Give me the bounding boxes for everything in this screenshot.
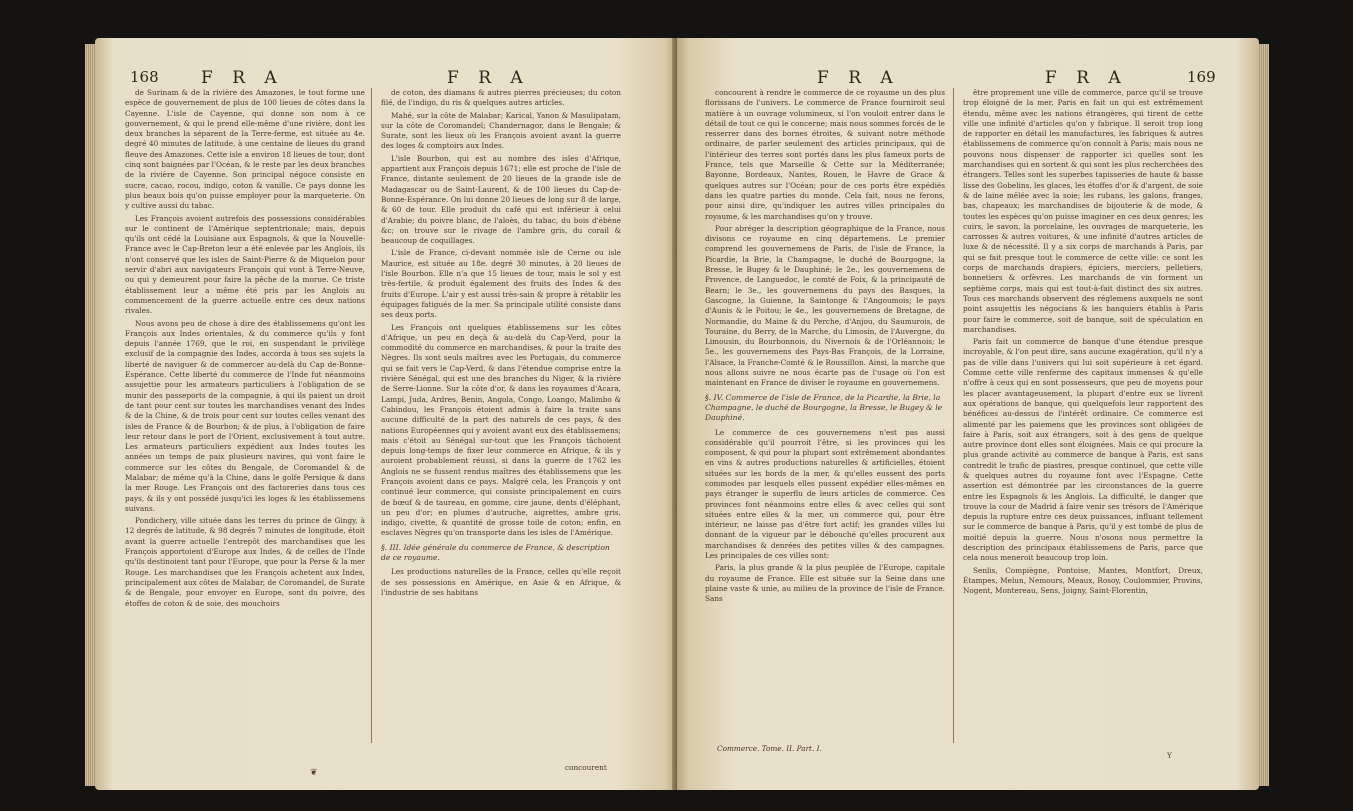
footer-signature: Commerce. Tome. II. Part. I. (717, 744, 822, 753)
section-heading: §. IV. Commerce de l'isle de France, de la Picardie, la Brie, la Champagne, le duché de Bourgogne, la Bresse, le Bugey & le Dauphiné. (705, 392, 943, 423)
paragraph: Paris fait un commerce de banque d'une étendue presque incroyable, & l'on peut dire, sans aucune exagération, qu'il n'y a pas de ville dans l'univers qui lui soit supérieure à cet égard. Comme cette ville renferme des capitaux immenses & qu'elle n'offre à ceux qui en sont possesseurs, que peu de moyens pour les placer avantageusement, la plupart d'entre eux se livrent aux opérations de banque, qui quelquefois leur rapportent des bénéfices au-dessus de l'intérêt ordinaire. Ce commerce est alimenté par les paiemens que les provinces sont obligées de faire à Paris, soit aux étrangers, soit à des gens de quelque autre province dont elles sont éloignées. Mais ce qui procure la plus grande activité au commerce de banque à Paris, est sans contredit le trafic de piastres, presque continuel, que cette ville & quelques autres du royaume font avec l'Espagne. Cette assertion est démontrée par les circonstances de la guerre entre les Espagnols & les Anglois. La difficulté, le danger que trouve la cour de Madrid à faire venir ses trésors de l'Amérique depuis la rupture entre ces deux puissances, influant tellement sur le commerce de banque à Paris, qu'il y est tombé de plus de moitié depuis la guerre. Nous n'osons nous permettre la description des principaux établissemens de Paris, parce que cela nous meneroit beaucoup trop loin. (963, 337, 1203, 563)
paragraph: Pondichery, ville située dans les terres du prince de Gingy, à 12 degrés de latitude, & 98 degrés 7 minutes de longitude, étoit avant la guerre actuelle l'entrepôt des marchandises que les François apportoient d'Europe aux Indes, & de celles de l'Inde qu'ils destinoient tant pour l'Europe, que pour la Perse & la mer Rouge. Les marchandises que les François achetent aux Indes, principalement aux côtes de Malabar, de Coromandel, de Surate & de Bengale, pour envoyer en Europe, sont du poivre, des étoffes de coton & de soie, des mouchoirs (125, 516, 365, 608)
column-rule (371, 88, 372, 743)
right-page (677, 38, 1259, 790)
left-page (95, 38, 677, 790)
right-page-number: 169 (1187, 68, 1216, 86)
paragraph: Mahé, sur la côte de Malabar; Karical, Yanon & Masulipatam, sur la côte de Coromandel; Chandernagor, dans le Bengale; & Surate, sont les lieux où les François avoient avant la guerre des loges & comptoirs aux Indes. (381, 110, 621, 151)
right-running-head: F R A (817, 68, 900, 88)
ornament-icon: ❦ (310, 768, 318, 778)
paragraph: L'isle Bourbon, qui est au nombre des isles d'Afrique, appartient aux François depuis 1671; elle est proche de l'isle de France, distante seulement de 20 lieues de la grande isle de Madagascar ou de Saint-Laurent, & de 100 lieues du Cap-de-Bonne-Espérance. On lui donne 20 lieues de long sur 8 de large, & 60 de tour. Elle produit du café qui est inférieur à celui d'Arabie; du poivre blanc, de l'aloès, du tabac, du bois d'ébène &c; on trouve sur le rivage de l'ambre gris, du corail & beaucoup de coquillages. (381, 153, 621, 246)
paragraph: de coton, des diamans & autres pierres précieuses; du coton filé, de l'indigo, du ris & quelques autres articles. (381, 88, 621, 108)
right-column-1 (705, 88, 945, 728)
column-rule (953, 88, 954, 743)
signature-mark: Y (1167, 751, 1172, 760)
paragraph: L'isle de France, ci-devant nommée isle de Cerne ou isle Maurice, est située au 18e. degré 30 minutes, à 20 lieues de l'isle Bourbon. Elle n'a que 15 lieues de tour, mais le sol y est très-fertile, & produit également des fruits des Indes & des fruits d'Europe. L'air y est aussi très-sain & propre à rétablir les équipages fatigués de la mer. Sa principale utilité consiste dans ses deux ports. (381, 248, 621, 320)
paragraph: concourent à rendre le commerce de ce royaume un des plus florissans de l'univers. Le commerce de France fourniroit seul matière à un ouvrage volumineux, si l'on vouloit entrer dans le détail de tout ce qui le concerne; mais nous sommes forcés de le resserrer dans des bornes étroites, & suivant notre méthode ordinaire, de parler seulement des articles principaux, qui de l'intérieur des terres sont portés dans les plus fameux ports de France, tels que Marseille & Cette sur la Méditerranée; Bayonne, Bordeaux, Nantes, Rouen, le Havre de Grace & quelques autres sur l'Océan; pour de ces ports être expédiés dans les quatre parties du monde. Cela fait, nous ne ferons, pour ainsi dire, qu'indiquer les autres villes principales du royaume, & les marchandises qu'on y trouve. (705, 88, 945, 221)
paragraph: Le commerce de ces gouvernemens n'est pas aussi considérable qu'il pourroit l'être, si les provinces qui les composent, & qui pour la plupart sont extrêmement abondantes en vins & autres productions naturelles & artificielles, étoient situées sur les bords de la mer, & qu'elles eussent des ports commodes par lesquels elles pussent expédier elles-mêmes en pays étranger le superflu de leurs articles de commerce. Ces provinces font néanmoins entre elles & avec celles qui sont situées entre elles & la mer, un commerce qui, pour être intérieur, ne laisse pas d'être fort actif; les grandes villes lui donnant de la vigueur par le débouché qu'elles procurent aux marchandises & denrées des petites villes & des campagnes. Les principales de ces villes sont: (705, 427, 945, 561)
section-heading: §. III. Idée générale du commerce de France, & description de ce royaume. (381, 542, 610, 563)
paragraph: Les François avoient autrefois des possessions considérables sur le continent de l'Amérique septentrionale; mais, depuis qu'ils ont cédé la Louisiane aux Espagnols, & que la Nouvelle-France avec le Cap-Breton leur a été enlevée par les Anglois, ils n'ont conservé que les isles de Saint-Pierre & de Miquelon pour servir d'abri aux navigateurs François qui vont à Terre-Neuve, ou qui y demeurent pour faire la pêche de la morue. Ce triste établissement leur a même été pris par les Anglois au commencement de la guerre actuelle entre ces deux nations rivales. (125, 213, 365, 316)
left-running-head: F R A (201, 68, 284, 88)
paragraph: Les François ont quelques établissemens sur les côtes d'Afrique, un peu en deçà & au-delà du Cap-Verd, pour la commodité du commerce en marchandises, & pour la traite des Nègres. Ils sont seuls maîtres avec les Portugais, du commerce qui se fait vers le Cap-Verd, & dans l'étendue comprise entre la rivière Sénégal, qui est une des branches du Niger, & la rivière de Serre-Lionne. Sur la côte d'or, & dans les royaumes d'Acara, Lampi, Juda, Ardres, Benin, Angola, Congo, Loango, Malimbo & Cabindou, les François étoient admis à faire la traite sans aucune difficulté de la part des naturels de ces pays, & des nations Européennes qui y avoient avant eux des établissemens; mais c'étoit au Sénégal sur-tout que les François tâchoient depuis long-temps de fixer leur commerce en Afrique, & ils y auroient probablement réussi, si dans la guerre de 1762 les Anglois ne se fussent rendus maîtres des établissemens que les François avoient dans ce pays. Malgré cela, les François y ont continué leur commerce, qui consiste principalement en cuirs de bœuf & de taureau, en gomme, cire jaune, dents d'éléphant, un peu d'or; en plumes d'autruche, aigrettes, ambre gris, indigo, civette, & quantité de grosse toile de coton; enfin, en esclaves Nègres qu'on transporte dans les isles de l'Amérique. (381, 322, 621, 538)
paragraph: Les productions naturelles de la France, celles qu'elle reçoit de ses possessions en Amérique, en Asie & en Afrique, & l'industrie de ses habitans (381, 567, 621, 597)
left-running-head-2: F R A (447, 68, 530, 88)
paragraph: Paris, la plus grande & la plus peuplée de l'Europe, capitale du royaume de France. Elle est située sur la Seine dans une plaine vaste & unie, au milieu de la province de l'isle de France. Sans (705, 563, 945, 604)
right-running-head-2: F R A (1045, 68, 1128, 88)
paragraph: être proprement une ville de commerce, parce qu'il se trouve trop éloigné de la mer, Paris en fait un qui est extrêmement étendu, même avec les nations étrangères, qui tirent de cette ville une infinité d'articles qu'on y fabrique. Il seroit trop long de rapporter en détail les manufactures, les fabriques & autres établissemens de commerce qu'on connoît à Paris; mais nous ne pouvons nous dispenser de rapporter ici quelles sont les marchandises qui en sortent & qui sont les plus recherchées des étrangers. Telles sont les superbes tapisseries de haute & basse lisse des Gobelins, les glaces, les étoffes d'or & d'argent, de soie & de laine mêlée avec la soie; les rubans, les galons, franges, bas, chapeaux; les marchandises de bijouterie & de mode, & toutes les espèces qu'on puisse imaginer en ces deux genres; les cuirs, le savon, la porcelaine, les ouvrages de marqueterie, les carrosses & autres voitures, & une infinité d'autres articles de luxe & de nécessité. Il y a six corps de marchands à Paris, par qui se fait presque tout le commerce de cette ville: ce sont les corps de marchands drapiers, épiciers, merciers, pelletiers, bonnetiers & orfèvres. Les marchands de vin forment un septième corps, mais qui est tout-à-fait distinct des six autres. Tous ces marchands observent des réglemens auxquels ne sont point assujettis les négocians & les banquiers établis à Paris pour faire le commerce, soit de banque, soit de spéculation en marchandises. (963, 88, 1203, 334)
left-column-2 (381, 88, 621, 728)
right-column-2 (963, 88, 1203, 748)
paragraph: Pour abréger la description géographique de la France, nous divisons ce royaume en cinq départemens. Le premier comprend les gouvernemens de Paris, de l'isle de France, la Picardie, la Brie, la Champagne, le duché de Bourgogne, la Bresse, le Bugey & le Dauphiné; le 2e., les gouvernemens de Provence, de Languedoc, le comté de Foix, & la principauté de Bearn; le 3e., les gouvernemens du pays des Basques, la Gascogne, la Guienne, la Saintonge & l'Angoumois; le pays d'Aunis & le Poitou; le 4e., les gouvernemens de Bretagne, de Normandie, du Maine & du Perche, d'Anjou, du Saumurois, de Touraine, du Berry, de la Marche, du Limosin, de l'Auvergne, du Limousin, du Bourbonnois, du Nivernois & de l'Orléannois; le 5e., les gouvernemens des Pays-Bas François, de la Lorraine, l'Alsace, la Franche-Comté & le Roussillon. Ainsi, la marche que nous allons suivre ne nous écarte pas de l'usage où l'on est maintenant en France de diviser le royaume en gouvernemens. (705, 223, 945, 388)
left-page-number: 168 (130, 68, 159, 86)
left-column-1 (125, 88, 365, 758)
paragraph: Nous avons peu de chose à dire des établissemens qu'ont les François aux Indes orientales, & du commerce qu'ils y font depuis l'année 1769, que le roi, en suspendant le privilège exclusif de la compagnie des Indes, accorda à tous ses sujets la liberté de naviguer & de commercer au-delà du Cap de-Bonne-Espérance. Cette liberté du commerce de l'Inde fut néanmoins assujettie pour les armateurs particuliers à l'obligation de se munir des passeports de la compagnie, à qui ils paient un droit de tant pour cent sur toutes les marchandises venant des Indes & de la Chine, & de trois pour cent sur toutes celles venant des isles de France & de Bourbon; & de plus, à l'obligation de faire leur retour dans le port de l'Orient, exclusivement à tout autre. Les armateurs particuliers expédient aux Indes toutes les années un temps de paix plusieurs navires, qui vont faire le commerce sur les côtes du Bengale, de Coromandel & de Malabar; de même qu'à la Chine, dans le golfe Persique & dans la mer Rouge. Les François ont des factoreries dans tous ces pays, & ils y ont possédé jusqu'ici les loges & les établissemens suivans. (125, 318, 365, 513)
catchword: concourent (565, 763, 607, 772)
paragraph: Senlis, Compiègne, Pontoise, Mantes, Montfort, Dreux, Étampes, Melun, Nemours, Meaux, Rosoy, Coulommier, Provins, Nogent, Montereau, Sens, Joigny, Saint-Florentin, (963, 565, 1203, 596)
paragraph: de Surinam & de la rivière des Amazones, le tout forme une espèce de gouvernement de plus de 100 lieues de côtes dans la Cayenne. L'isle de Cayenne, qui donne son nom à ce gouvernement, & qui le prend elle-même d'une rivière, dont les deux branches la séparent de la Terre-ferme, est située au 4e. degré 40 minutes de latitude, à une centaine de lieues du grand fleuve des Amazones. Cette isle a environ 18 lieues de tour, dont cinq sont baignées par l'Océan, & le reste par les deux branches de la rivière de Cayenne. Son principal négoce consiste en sucre, cacao, rocou, indigo, coton & vanille. Ce pays donne les plus beaux bois qu'on puisse employer pour la marqueterie. On y cultive aussi du tabac. (125, 88, 365, 211)
